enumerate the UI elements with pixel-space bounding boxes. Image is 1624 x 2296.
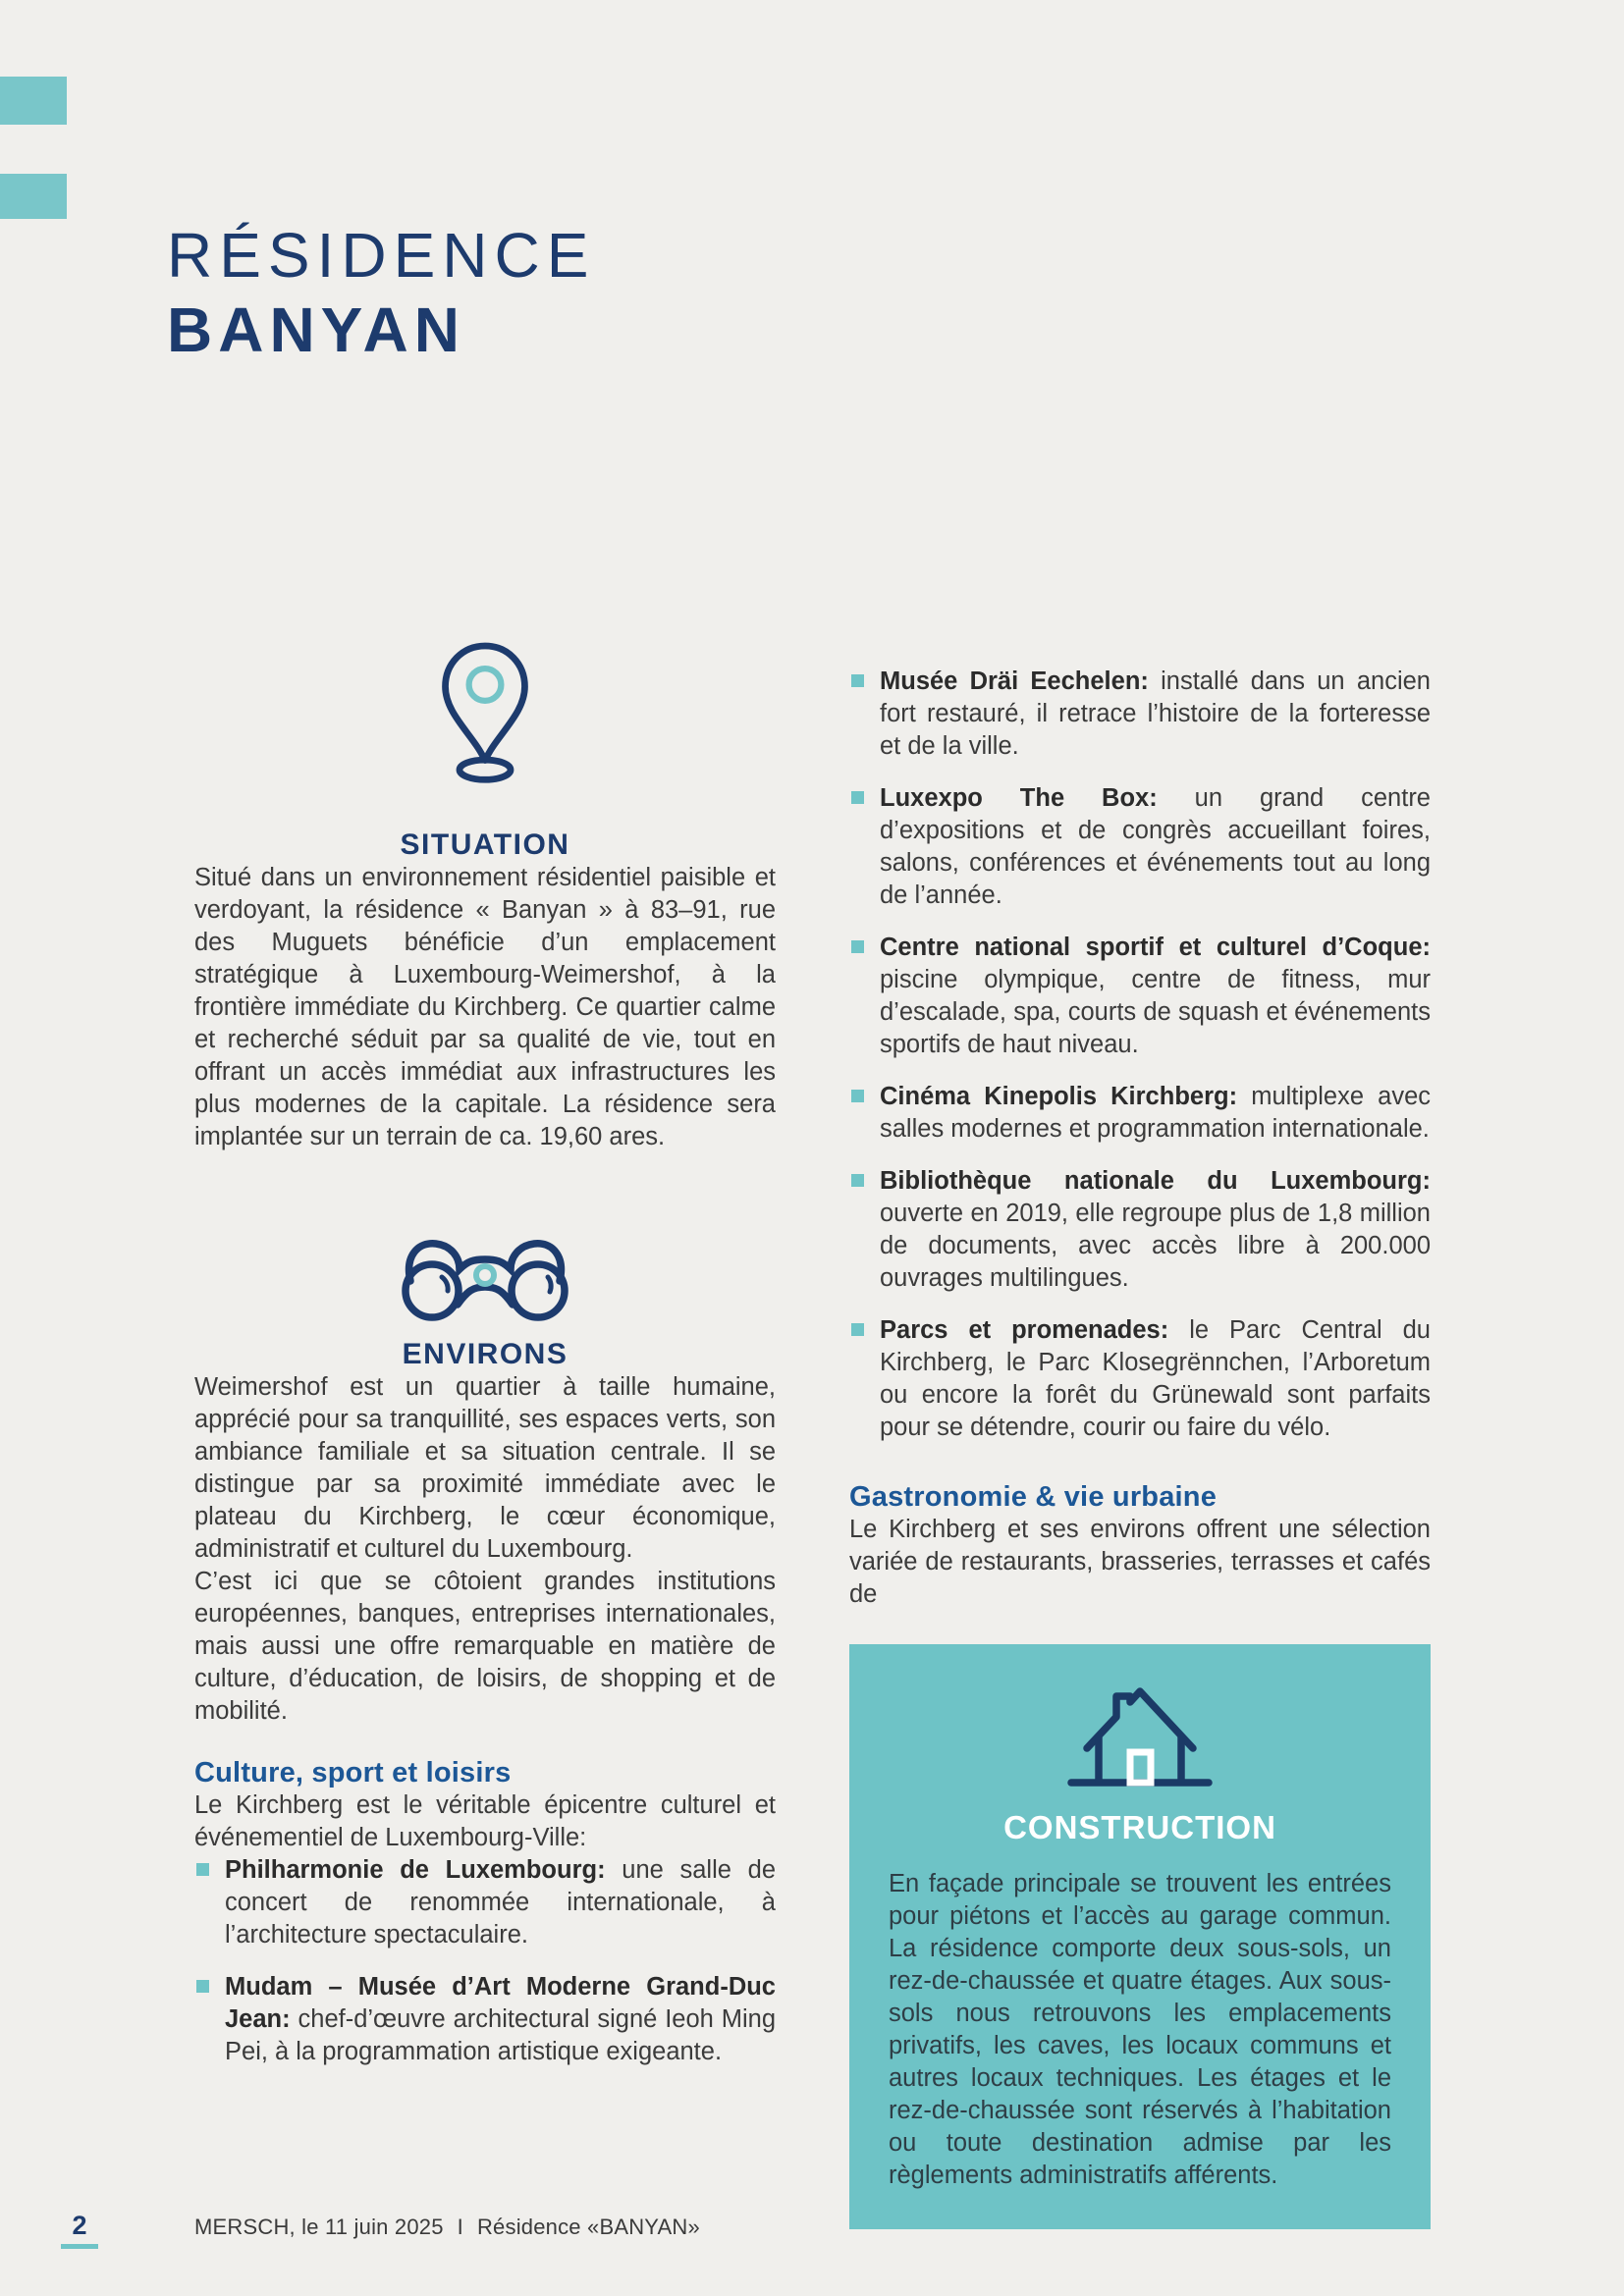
deco-teal-block-bottom	[0, 174, 67, 219]
situation-paragraph: Situé dans un environnement résidentiel paisible et verdoyant, la résidence « Banyan » à 83–91, rue des Muguets bénéficie d’un emplacement stratégique à Luxembourg-Weimershof, à la frontière immédiate du Kirchberg. Ce quartier calme et recherché séduit par sa qualité de vie, tout en offrant un accès immédiat aux infrastructures les plus modernes de la capitale. La résidence sera implantée sur un terrain de ca. 19,60 ares.	[194, 864, 776, 1150]
environs-paragraph-1: Weimershof est un quartier à taille humaine, apprécié pour sa tranquillité, ses espaces verts, son ambiance familiale et sa situation centrale. Il se distingue par sa proximité immédiate avec le plateau du Kirchberg, le cœur économique, administratif et culturel du Luxembourg.	[194, 1373, 776, 1563]
footer-separator: I	[457, 2215, 463, 2239]
list-item	[849, 782, 1431, 912]
bullet-square-icon	[851, 1174, 864, 1187]
bullet-square-icon	[851, 1323, 864, 1336]
footer-doc-title: Résidence «BANYAN»	[476, 2215, 700, 2239]
bullet-lead: Luxexpo The Box:	[880, 784, 1158, 812]
page-number-underline	[61, 2244, 98, 2249]
bullet-text: installé dans un ancien fort restauré, il retrace l’histoire de la forteresse et de la ville.	[880, 667, 1431, 760]
footer	[194, 2215, 700, 2240]
bullet-text: une salle de concert de renommée internationale, à l’architecture spectaculaire.	[225, 1856, 776, 1949]
list-item	[849, 1081, 1431, 1146]
environs-paragraph-2: C’est ici que se côtoient grandes institutions européennes, banques, entreprises internationales, mais aussi une offre remarquable en matière de culture, d’éducation, de loisirs, de shopping et de mobilité.	[194, 1568, 776, 1725]
bullet-text: multiplexe avec salles modernes et programmation internationale.	[880, 1083, 1431, 1143]
bullet-text: chef-d’œuvre architectural signé Ieoh Ming Pei, à la programmation artistique exigeante.	[225, 2005, 776, 2065]
bullet-text: un grand centre d’expositions et de congrès accueillant foires, salons, conférences et événements tout au long de l’année.	[880, 784, 1431, 909]
bullet-square-icon	[851, 1090, 864, 1102]
bullet-lead: Musée Dräi Eechelen:	[880, 667, 1149, 695]
culture-subheading: Culture, sport et loisirs	[194, 1757, 512, 1789]
culture-intro: Le Kirchberg est le véritable épicentre culturel et événementiel de Luxembourg-Ville:	[194, 1791, 776, 1851]
bullet-lead: Cinéma Kinepolis Kirchberg:	[880, 1083, 1238, 1110]
bullet-lead: Centre national sportif et culturel d’Coque:	[880, 934, 1431, 961]
list-item	[849, 1165, 1431, 1295]
bullet-square-icon	[851, 674, 864, 687]
page-title-line2: BANYAN	[167, 294, 465, 365]
footer-date: MERSCH, le 11 juin 2025	[194, 2215, 444, 2239]
left-column	[194, 636, 776, 2068]
location-pin-icon	[433, 636, 537, 783]
bullet-square-icon	[851, 940, 864, 953]
bullet-text: ouverte en 2019, elle regroupe plus de 1,8 million de documents, avec accès libre à 200.000 ouvrages multilingues.	[880, 1200, 1431, 1292]
bullet-square-icon	[196, 1980, 209, 1993]
environs-heading: ENVIRONS	[402, 1338, 568, 1370]
page-title	[167, 220, 596, 365]
poi-bullet-list	[849, 666, 1431, 1444]
bullet-text: piscine olympique, centre de fitness, mur d’escalade, spa, courts de squash et événements sportifs de haut niveau.	[880, 966, 1431, 1058]
list-item	[849, 932, 1431, 1061]
binoculars-icon	[399, 1232, 571, 1322]
deco-teal-block-top	[0, 77, 67, 125]
gastronomie-paragraph: Le Kirchberg et ses environs offrent une sélection variée de restaurants, brasseries, terrasses et cafés de	[849, 1516, 1431, 1608]
page-title-line1: RÉSIDENCE	[167, 220, 596, 291]
bullet-lead: Philharmonie de Luxembourg:	[225, 1856, 606, 1884]
culture-bullet-list	[194, 1854, 776, 2068]
construction-paragraph: En façade principale se trouvent les entrées pour piétons et l’accès au garage commun. La résidence comporte deux sous-sols, un rez-de-chaussée et quatre étages. Aux sous-sols nous retrouvons les emplacements privatifs, les caves, les locaux communs et autres locaux techniques. Les étages et le rez-de-chaussée sont réservés à l’habitation ou toute destination admise par les règlements administratifs afférents.	[889, 1870, 1391, 2189]
bullet-text: le Parc Central du Kirchberg, le Parc Klosegrënnchen, l’Arboretum ou encore la forêt du Grünewald sont parfaits pour se détendre, courir ou faire du vélo.	[880, 1316, 1431, 1441]
bullet-square-icon	[851, 791, 864, 804]
list-item	[194, 1971, 776, 2068]
construction-heading: CONSTRUCTION	[1003, 1809, 1276, 1845]
list-item	[194, 1854, 776, 1951]
bullet-lead: Parcs et promenades:	[880, 1316, 1169, 1344]
bullet-lead: Bibliothèque nationale du Luxembourg:	[880, 1167, 1431, 1195]
situation-heading: SITUATION	[400, 828, 570, 861]
right-column	[849, 666, 1431, 2229]
list-item	[849, 1314, 1431, 1444]
list-item	[849, 666, 1431, 763]
page-number: 2	[72, 2211, 87, 2240]
bullet-square-icon	[196, 1863, 209, 1876]
construction-box	[849, 1644, 1431, 2229]
house-icon	[1061, 1670, 1218, 1791]
gastronomie-subheading: Gastronomie & vie urbaine	[849, 1481, 1218, 1513]
bullet-lead: Mudam – Musée d’Art Moderne Grand-Duc Jean:	[225, 1973, 776, 2033]
